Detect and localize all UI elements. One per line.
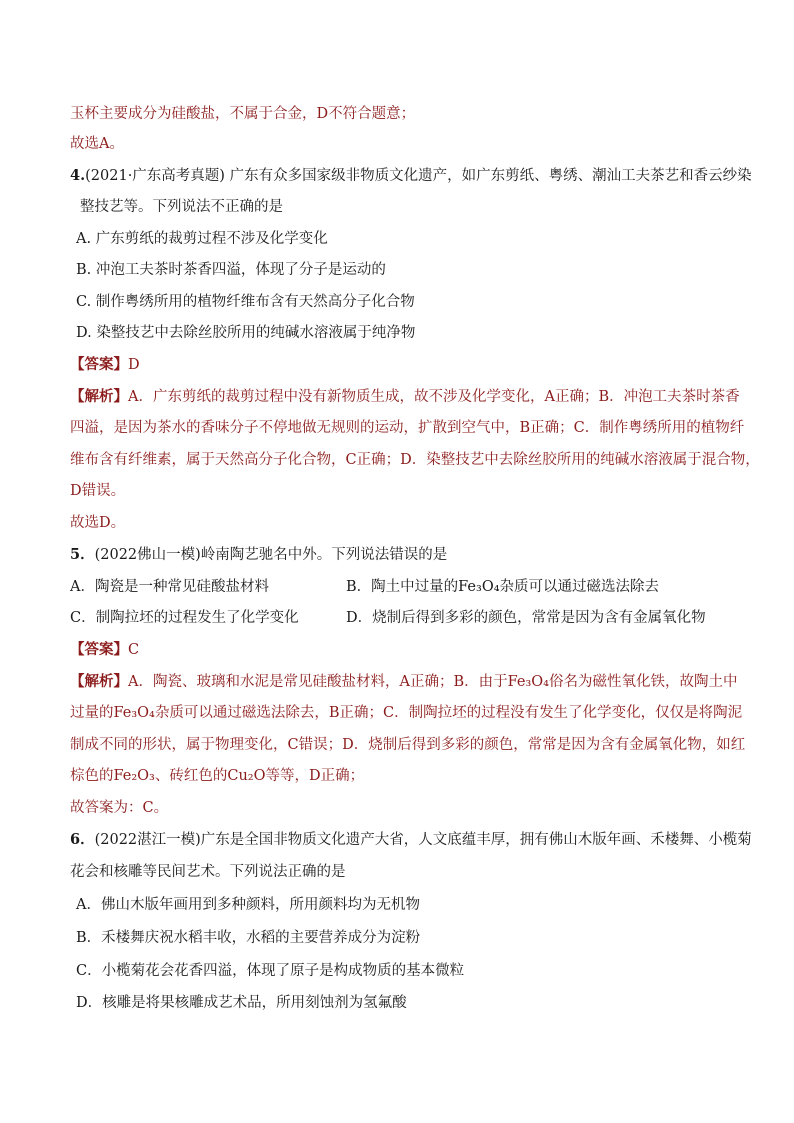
question-6-option-d: D．核雕是将果核雕成艺术品，所用刻蚀剂为氢氟酸 [76,995,407,1011]
question-6-option-a: A．佛山木版年画用到多种颜料，所用颜料均为无机物 [76,897,420,913]
question-5-stem-text: (2022佛山一模)岭南陶艺驰名中外。下列说法错误的是 [94,547,448,563]
question-6-stem-line-2: 花会和核雕等民间艺术。下列说法正确的是 [70,864,346,880]
question-6-number: 6． [70,831,95,848]
question-6-option-c: C．小榄菊花会花香四溢，体现了原子是构成物质的基本微粒 [76,963,465,979]
question-5-option-a: A．陶瓷是一种常见硅酸盐材料 [70,579,269,595]
answer-label: 【答案】 [70,356,128,373]
question-4-conclusion: 故选D。 [70,515,126,531]
analysis-text: A．广东剪纸的裁剪过程中没有新物质生成，故不涉及化学变化，A正确；B．冲泡工夫茶时茶香 [128,389,740,405]
question-5-option-c: C．制陶拉坯的过程发生了化学变化 [70,610,299,626]
question-5-conclusion: 故答案为：C。 [70,800,169,816]
question-4-answer [70,355,734,375]
question-4-option-b: B. 冲泡工夫茶时茶香四溢，体现了分子是运动的 [76,262,386,278]
question-4-analysis-line-1 [70,387,740,407]
question-4-option-d: D. 染整技艺中去除丝胶所用的纯碱水溶液属于纯净物 [76,325,416,341]
question-5-analysis-line-1 [70,672,738,692]
analysis-text: A．陶瓷、玻璃和水泥是常见硅酸盐材料，A正确；B．由于Fe₃O₄俗名为磁性氧化铁，故陶土中 [128,674,738,690]
question-4-analysis-line-4: D错误。 [70,483,126,499]
question-4-option-c: C. 制作粤绣所用的植物纤维布含有天然高分子化合物 [76,294,415,310]
question-5-analysis-line-3: 制成不同的形状，属于物理变化，C错误；D．烧制后得到多彩的颜色，常常是因为含有金属氧化物，如红 [70,737,746,753]
question-5-analysis-line-4: 棕色的Fe₂O₃、砖红色的Cu₂O等等，D正确； [70,768,365,784]
question-4-analysis-line-2: 四溢，是因为茶水的香味分子不停地做无规则的运动，扩散到空气中，B正确；C．制作粤绣所用的植物纤 [70,420,745,436]
analysis-label: 【解析】 [70,673,128,690]
previous-analysis-line: 玉杯主要成分为硅酸盐，不属于合金，D不符合题意； [70,106,416,122]
question-4-stem-line-2: 整技艺等。下列说法不正确的是 [80,199,283,215]
question-5-option-d: D．烧制后得到多彩的颜色，常常是因为含有金属氧化物 [346,610,706,626]
question-5-option-b: B．陶土中过量的Fe₃O₄杂质可以通过磁选法除去 [346,579,660,595]
question-6-stem-text-1: (2022湛江一模)广东是全国非物质文化遗产大省，人文底蕴丰厚，拥有佛山木版年画、禾楼舞、小榄菊 [94,832,752,848]
question-5-answer [70,640,734,660]
answer-value: C [128,642,140,658]
question-6-option-b: B．禾楼舞庆祝水稻丰收，水稻的主要营养成分为淀粉 [76,930,421,946]
previous-conclusion: 故选A。 [70,136,124,152]
question-4-analysis-line-3: 维布含有纤维素，属于天然高分子化合物，C正确；D．染整技艺中去除丝胶所用的纯碱水溶液属于混合物， [70,452,760,468]
question-5-number: 5． [70,546,95,563]
question-4-stem-text-1: (2021·广东高考真题) 广东有众多国家级非物质文化遗产，如广东剪纸、粤绣、潮汕工夫茶艺和香云纱染 [85,168,752,184]
question-4-stem-line-1 [70,166,752,186]
question-4-number: 4. [70,167,86,184]
question-4-option-a: A. 广东剪纸的裁剪过程不涉及化学变化 [76,231,328,247]
question-5-analysis-line-2: 过量的Fe₃O₄杂质可以通过磁选法除去，B正确；C．制陶拉坯的过程没有发生了化学变化，仅仅是将陶泥 [70,705,743,721]
analysis-label: 【解析】 [70,388,128,405]
answer-value: D [128,357,140,373]
answer-label: 【答案】 [70,641,128,658]
question-5-stem [70,545,734,565]
question-6-stem-line-1 [70,830,752,850]
